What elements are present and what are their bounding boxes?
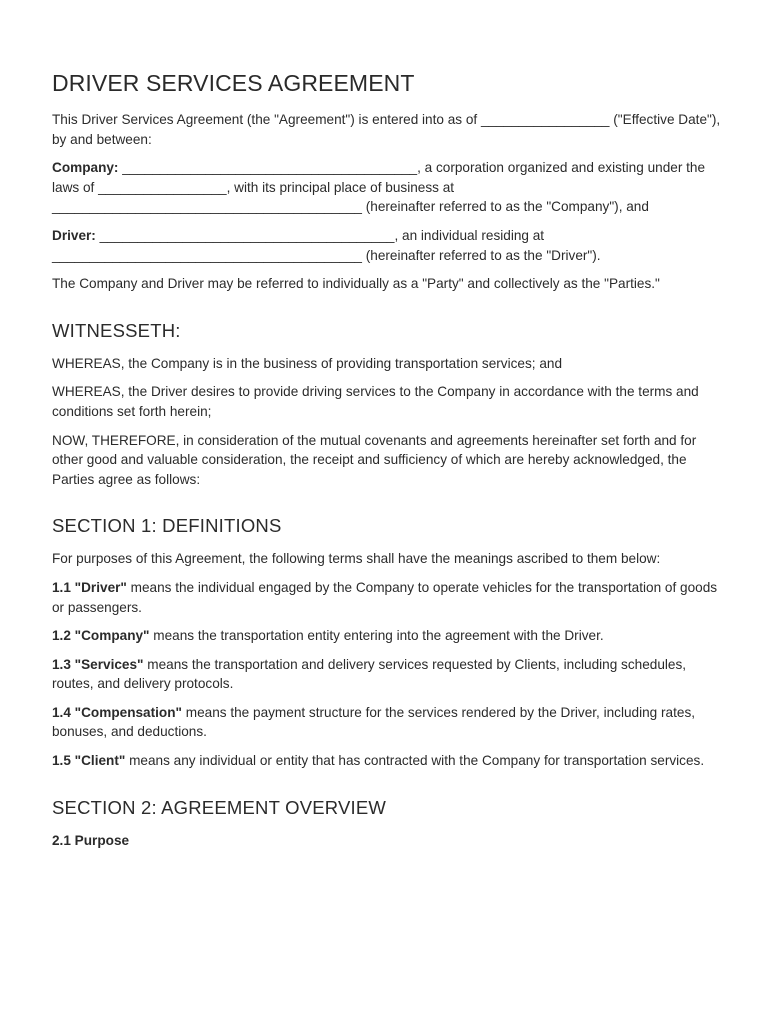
company-paragraph: [52, 158, 724, 217]
witnesseth-heading: WITNESSETH:: [52, 319, 181, 341]
definition-item: [52, 655, 724, 694]
definition-term: 1.5 "Client": [52, 753, 126, 769]
definition-term: 1.2 "Company": [52, 628, 150, 644]
document-page: [52, 68, 724, 850]
definition-item: [52, 751, 724, 771]
definition-item: [52, 578, 724, 617]
definition-text: means the transportation and delivery services requested by Clients, including schedules, routes, and delivery protocols.: [52, 656, 687, 692]
company-label: Company:: [52, 160, 119, 176]
document-title: DRIVER SERVICES AGREEMENT: [52, 70, 415, 96]
definition-text: means the individual engaged by the Company to operate vehicles for the transportation of goods or passengers.: [52, 579, 718, 615]
whereas-paragraph-2: WHEREAS, the Driver desires to provide driving services to the Company in accordance with the terms and conditions set forth herein;: [52, 384, 699, 419]
driver-text: _______________________________________, an individual residing at _________________________________________ (hereinafter referred to as the "Driver").: [52, 227, 601, 263]
definition-item: [52, 703, 724, 742]
now-therefore-paragraph: NOW, THEREFORE, in consideration of the mutual covenants and agreements hereinafter set forth and for other good and valuable consideration, the receipt and sufficiency of which are hereby acknowledged, the Parties agree as follows:: [52, 432, 697, 487]
parties-paragraph: The Company and Driver may be referred to individually as a "Party" and collectively as the "Parties.": [52, 276, 660, 292]
definition-term: 1.3 "Services": [52, 656, 144, 672]
definition-text: means the payment structure for the services rendered by the Driver, including rates, bonuses, and deductions.: [52, 704, 696, 740]
driver-label: Driver:: [52, 227, 96, 243]
section-2-heading: SECTION 2: AGREEMENT OVERVIEW: [52, 796, 387, 818]
intro-paragraph: This Driver Services Agreement (the "Agreement") is entered into as of _________________ ("Effective Date"), by and between:: [52, 112, 721, 147]
driver-paragraph: [52, 226, 724, 265]
whereas-paragraph-1: WHEREAS, the Company is in the business of providing transportation services; and: [52, 355, 563, 371]
definition-text: means the transportation entity entering into the agreement with the Driver.: [149, 628, 604, 644]
company-text: _______________________________________, a corporation organized and existing under the laws of _________________, with its principal place of business at _________________________________________ (hereinafter referred to as the "Company"), and: [52, 160, 706, 215]
definitions-intro: For purposes of this Agreement, the following terms shall have the meanings ascribed to them below:: [52, 551, 661, 567]
section-1-heading: SECTION 1: DEFINITIONS: [52, 515, 282, 537]
definition-term: 1.1 "Driver": [52, 579, 127, 595]
definition-text: means any individual or entity that has contracted with the Company for transportation services.: [125, 753, 705, 769]
definition-item: [52, 626, 724, 646]
definition-term: 1.4 "Compensation": [52, 704, 182, 720]
purpose-subheading: 2.1 Purpose: [52, 832, 130, 848]
